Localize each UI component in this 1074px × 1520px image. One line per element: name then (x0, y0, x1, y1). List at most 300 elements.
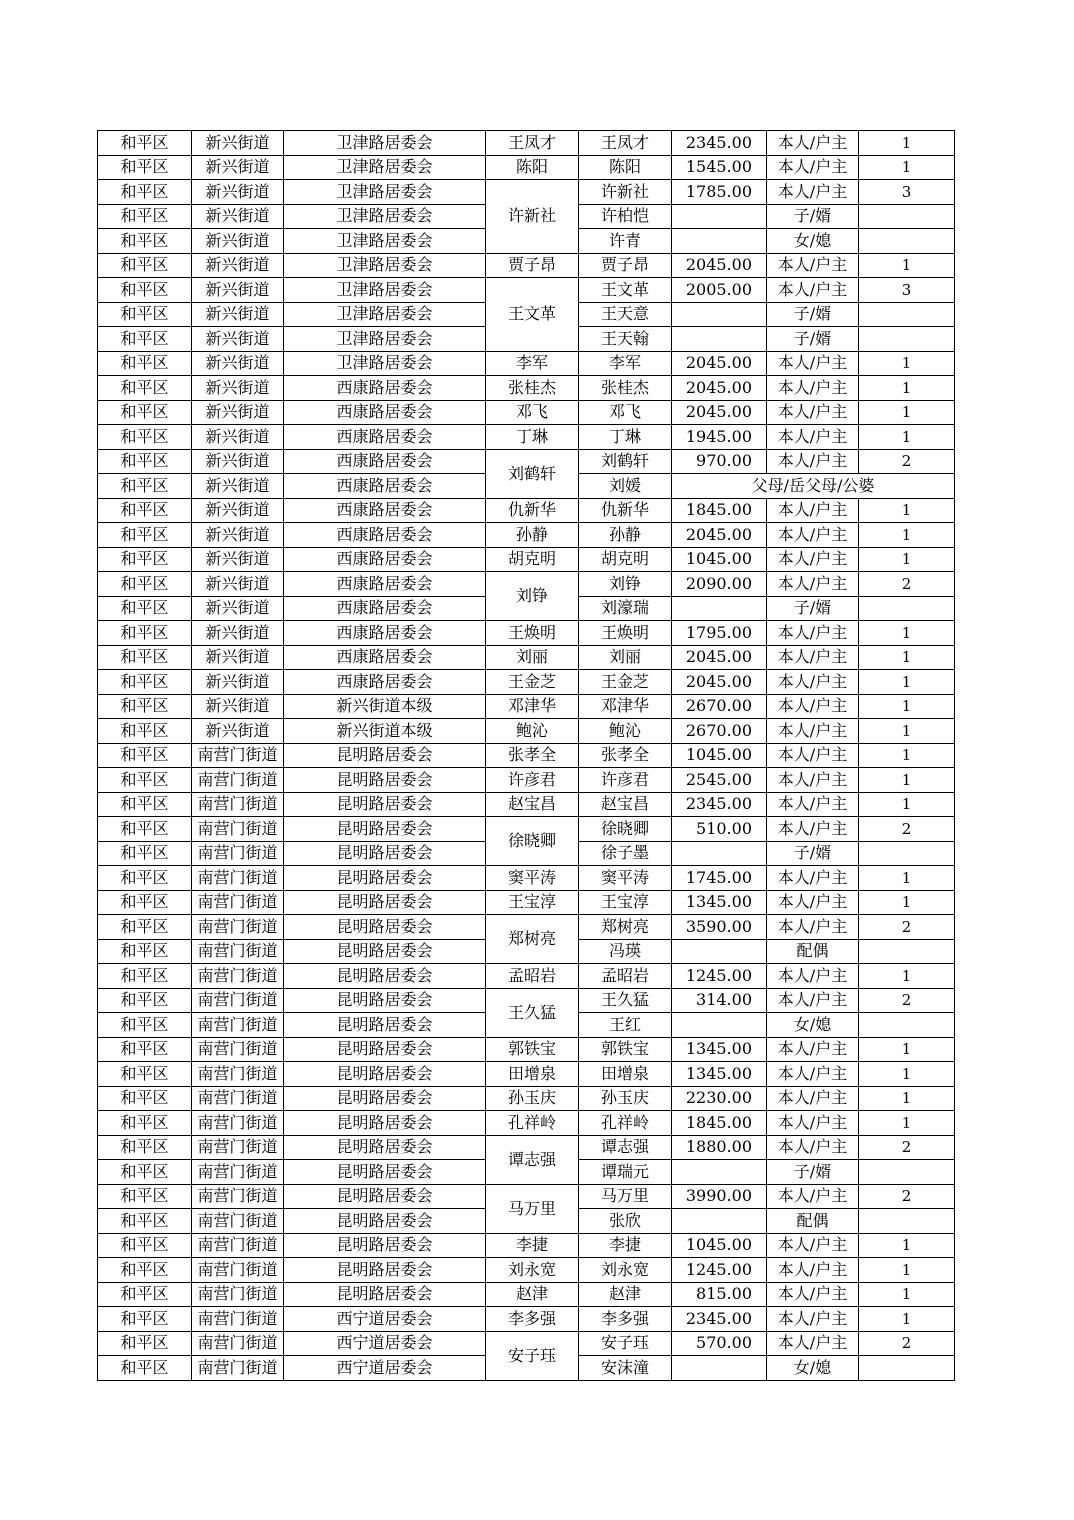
street-cell: 南营门街道 (192, 817, 284, 842)
committee-cell: 昆明路居委会 (284, 1135, 486, 1160)
household-head-cell: 赵宝昌 (486, 792, 579, 817)
relation-cell: 本人/户主 (767, 1307, 859, 1332)
committee-cell: 昆明路居委会 (284, 1209, 486, 1234)
household-size-cell: 2 (859, 817, 955, 842)
relation-cell: 本人/户主 (767, 376, 859, 401)
district-cell: 和平区 (98, 1062, 192, 1087)
member-name-cell: 刘鹤轩 (579, 449, 672, 474)
committee-cell: 昆明路居委会 (284, 988, 486, 1013)
member-name-cell: 鲍沁 (579, 719, 672, 744)
street-cell: 南营门街道 (192, 1307, 284, 1332)
household-size-cell (859, 1013, 955, 1038)
committee-cell: 新兴街道本级 (284, 694, 486, 719)
member-name-cell: 丁琳 (579, 425, 672, 450)
district-cell: 和平区 (98, 253, 192, 278)
amount-cell: 2670.00 (672, 719, 767, 744)
household-head-cell: 王宝淳 (486, 890, 579, 915)
table-row (98, 792, 955, 817)
relation-cell: 本人/户主 (767, 1037, 859, 1062)
district-cell: 和平区 (98, 1233, 192, 1258)
amount-cell: 2045.00 (672, 645, 767, 670)
table-row (98, 1331, 955, 1356)
district-cell: 和平区 (98, 939, 192, 964)
amount-cell: 2670.00 (672, 694, 767, 719)
committee-cell: 卫津路居委会 (284, 131, 486, 156)
amount-cell: 815.00 (672, 1282, 767, 1307)
relation-cell: 子/婿 (767, 302, 859, 327)
amount-cell (672, 1013, 767, 1038)
amount-cell: 2045.00 (672, 400, 767, 425)
household-head-cell: 李军 (486, 351, 579, 376)
table-row (98, 131, 955, 156)
household-head-cell: 郑树亮 (486, 915, 579, 964)
committee-cell: 昆明路居委会 (284, 743, 486, 768)
household-head-cell: 谭志强 (486, 1135, 579, 1184)
household-size-cell: 1 (859, 131, 955, 156)
street-cell: 新兴街道 (192, 596, 284, 621)
table-body (98, 131, 955, 1381)
relation-cell: 子/婿 (767, 841, 859, 866)
relation-cell: 父母/岳父母/公婆 (672, 474, 955, 499)
district-cell: 和平区 (98, 817, 192, 842)
district-cell: 和平区 (98, 1258, 192, 1283)
committee-cell: 西康路居委会 (284, 596, 486, 621)
household-size-cell: 1 (859, 719, 955, 744)
household-size-cell (859, 841, 955, 866)
street-cell: 南营门街道 (192, 1062, 284, 1087)
committee-cell: 昆明路居委会 (284, 1160, 486, 1185)
relation-cell: 本人/户主 (767, 670, 859, 695)
committee-cell: 西康路居委会 (284, 547, 486, 572)
relation-cell: 本人/户主 (767, 572, 859, 597)
member-name-cell: 窦平涛 (579, 866, 672, 891)
member-name-cell: 王宝淳 (579, 890, 672, 915)
household-head-cell: 许新社 (486, 180, 579, 254)
street-cell: 新兴街道 (192, 327, 284, 352)
relation-cell: 本人/户主 (767, 915, 859, 940)
district-cell: 和平区 (98, 645, 192, 670)
household-size-cell: 2 (859, 915, 955, 940)
household-size-cell: 1 (859, 400, 955, 425)
member-name-cell: 安子珏 (579, 1331, 672, 1356)
relation-cell: 本人/户主 (767, 964, 859, 989)
table-row (98, 180, 955, 205)
amount-cell: 1045.00 (672, 743, 767, 768)
committee-cell: 昆明路居委会 (284, 915, 486, 940)
household-size-cell: 1 (859, 768, 955, 793)
committee-cell: 昆明路居委会 (284, 1233, 486, 1258)
household-head-cell: 刘丽 (486, 645, 579, 670)
household-head-cell: 王金芝 (486, 670, 579, 695)
member-name-cell: 贾子昂 (579, 253, 672, 278)
member-name-cell: 陈阳 (579, 155, 672, 180)
street-cell: 新兴街道 (192, 131, 284, 156)
relation-cell: 配偶 (767, 939, 859, 964)
committee-cell: 昆明路居委会 (284, 792, 486, 817)
committee-cell: 西康路居委会 (284, 498, 486, 523)
member-name-cell: 孙静 (579, 523, 672, 548)
member-name-cell: 王焕明 (579, 621, 672, 646)
household-size-cell: 1 (859, 964, 955, 989)
amount-cell (672, 596, 767, 621)
district-cell: 和平区 (98, 400, 192, 425)
district-cell: 和平区 (98, 915, 192, 940)
household-head-cell: 徐晓卿 (486, 817, 579, 866)
member-name-cell: 刘铮 (579, 572, 672, 597)
district-cell: 和平区 (98, 278, 192, 303)
street-cell: 新兴街道 (192, 474, 284, 499)
street-cell: 新兴街道 (192, 694, 284, 719)
district-cell: 和平区 (98, 1331, 192, 1356)
member-name-cell: 赵津 (579, 1282, 672, 1307)
household-size-cell: 1 (859, 376, 955, 401)
street-cell: 南营门街道 (192, 890, 284, 915)
household-size-cell: 1 (859, 351, 955, 376)
table-row (98, 694, 955, 719)
household-size-cell: 1 (859, 792, 955, 817)
member-name-cell: 赵宝昌 (579, 792, 672, 817)
committee-cell: 昆明路居委会 (284, 768, 486, 793)
relation-cell: 本人/户主 (767, 1135, 859, 1160)
amount-cell: 1045.00 (672, 1233, 767, 1258)
amount-cell: 1745.00 (672, 866, 767, 891)
committee-cell: 卫津路居委会 (284, 155, 486, 180)
member-name-cell: 郭铁宝 (579, 1037, 672, 1062)
table-row (98, 915, 955, 940)
district-cell: 和平区 (98, 572, 192, 597)
committee-cell: 西康路居委会 (284, 449, 486, 474)
amount-cell (672, 841, 767, 866)
table-row (98, 964, 955, 989)
relation-cell: 子/婿 (767, 1160, 859, 1185)
table-row (98, 645, 955, 670)
member-name-cell: 马万里 (579, 1184, 672, 1209)
household-size-cell: 1 (859, 866, 955, 891)
street-cell: 新兴街道 (192, 670, 284, 695)
amount-cell (672, 229, 767, 254)
amount-cell: 2045.00 (672, 253, 767, 278)
table-row (98, 1111, 955, 1136)
member-name-cell: 刘媛 (579, 474, 672, 499)
household-size-cell: 2 (859, 1331, 955, 1356)
table-row (98, 1184, 955, 1209)
street-cell: 南营门街道 (192, 743, 284, 768)
household-head-cell: 安子珏 (486, 1331, 579, 1380)
district-cell: 和平区 (98, 964, 192, 989)
household-size-cell: 1 (859, 645, 955, 670)
table-row (98, 1135, 955, 1160)
district-cell: 和平区 (98, 1111, 192, 1136)
street-cell: 南营门街道 (192, 841, 284, 866)
district-cell: 和平区 (98, 670, 192, 695)
member-name-cell: 谭志强 (579, 1135, 672, 1160)
amount-cell (672, 302, 767, 327)
household-size-cell: 2 (859, 449, 955, 474)
street-cell: 南营门街道 (192, 1013, 284, 1038)
street-cell: 南营门街道 (192, 1233, 284, 1258)
relation-cell: 本人/户主 (767, 743, 859, 768)
household-head-cell: 刘铮 (486, 572, 579, 621)
member-name-cell: 张桂杰 (579, 376, 672, 401)
committee-cell: 西康路居委会 (284, 376, 486, 401)
relation-cell: 本人/户主 (767, 768, 859, 793)
relation-cell: 本人/户主 (767, 400, 859, 425)
household-head-cell: 孙玉庆 (486, 1086, 579, 1111)
amount-cell (672, 1160, 767, 1185)
district-cell: 和平区 (98, 498, 192, 523)
district-cell: 和平区 (98, 1307, 192, 1332)
table-row (98, 988, 955, 1013)
district-cell: 和平区 (98, 866, 192, 891)
member-name-cell: 王红 (579, 1013, 672, 1038)
amount-cell: 2345.00 (672, 1307, 767, 1332)
table-row (98, 547, 955, 572)
household-head-cell: 窦平涛 (486, 866, 579, 891)
street-cell: 南营门街道 (192, 1086, 284, 1111)
household-size-cell (859, 229, 955, 254)
household-size-cell (859, 204, 955, 229)
household-head-cell: 丁琳 (486, 425, 579, 450)
committee-cell: 昆明路居委会 (284, 1184, 486, 1209)
street-cell: 南营门街道 (192, 1184, 284, 1209)
relation-cell: 本人/户主 (767, 645, 859, 670)
street-cell: 南营门街道 (192, 792, 284, 817)
relation-cell: 女/媳 (767, 229, 859, 254)
table-row (98, 621, 955, 646)
relation-cell: 本人/户主 (767, 817, 859, 842)
relation-cell: 本人/户主 (767, 1111, 859, 1136)
amount-cell (672, 939, 767, 964)
street-cell: 南营门街道 (192, 988, 284, 1013)
committee-cell: 西宁道居委会 (284, 1307, 486, 1332)
relation-cell: 女/媳 (767, 1356, 859, 1381)
district-cell: 和平区 (98, 1013, 192, 1038)
relation-cell: 子/婿 (767, 596, 859, 621)
relation-cell: 本人/户主 (767, 1331, 859, 1356)
committee-cell: 昆明路居委会 (284, 1258, 486, 1283)
relation-cell: 本人/户主 (767, 1086, 859, 1111)
household-head-cell: 王焕明 (486, 621, 579, 646)
member-name-cell: 邓津华 (579, 694, 672, 719)
committee-cell: 卫津路居委会 (284, 229, 486, 254)
amount-cell: 1345.00 (672, 1037, 767, 1062)
household-size-cell: 1 (859, 1258, 955, 1283)
household-head-cell: 赵津 (486, 1282, 579, 1307)
district-cell: 和平区 (98, 131, 192, 156)
committee-cell: 昆明路居委会 (284, 866, 486, 891)
committee-cell: 昆明路居委会 (284, 1282, 486, 1307)
household-size-cell (859, 596, 955, 621)
amount-cell: 3990.00 (672, 1184, 767, 1209)
member-name-cell: 刘永宽 (579, 1258, 672, 1283)
household-size-cell: 1 (859, 425, 955, 450)
amount-cell (672, 1209, 767, 1234)
relation-cell: 本人/户主 (767, 523, 859, 548)
district-cell: 和平区 (98, 449, 192, 474)
district-cell: 和平区 (98, 1086, 192, 1111)
relation-cell: 本人/户主 (767, 131, 859, 156)
household-head-cell: 马万里 (486, 1184, 579, 1233)
street-cell: 南营门街道 (192, 1111, 284, 1136)
amount-cell: 1795.00 (672, 621, 767, 646)
relation-cell: 本人/户主 (767, 1233, 859, 1258)
table-row (98, 817, 955, 842)
member-name-cell: 孙玉庆 (579, 1086, 672, 1111)
amount-cell: 1345.00 (672, 1062, 767, 1087)
member-name-cell: 郑树亮 (579, 915, 672, 940)
table-row (98, 768, 955, 793)
amount-cell: 2045.00 (672, 523, 767, 548)
district-cell: 和平区 (98, 621, 192, 646)
relation-cell: 本人/户主 (767, 621, 859, 646)
household-size-cell: 1 (859, 670, 955, 695)
relation-cell: 本人/户主 (767, 988, 859, 1013)
household-head-cell: 贾子昂 (486, 253, 579, 278)
relation-cell: 本人/户主 (767, 351, 859, 376)
committee-cell: 昆明路居委会 (284, 1062, 486, 1087)
amount-cell: 1245.00 (672, 964, 767, 989)
table-row (98, 866, 955, 891)
household-size-cell: 1 (859, 1233, 955, 1258)
member-name-cell: 张孝全 (579, 743, 672, 768)
amount-cell: 2345.00 (672, 792, 767, 817)
amount-cell: 2545.00 (672, 768, 767, 793)
amount-cell: 3590.00 (672, 915, 767, 940)
district-cell: 和平区 (98, 596, 192, 621)
committee-cell: 西康路居委会 (284, 572, 486, 597)
household-size-cell: 1 (859, 1086, 955, 1111)
relation-cell: 本人/户主 (767, 425, 859, 450)
district-cell: 和平区 (98, 547, 192, 572)
committee-cell: 昆明路居委会 (284, 1013, 486, 1038)
member-name-cell: 李捷 (579, 1233, 672, 1258)
district-cell: 和平区 (98, 376, 192, 401)
table-row (98, 376, 955, 401)
street-cell: 南营门街道 (192, 939, 284, 964)
household-size-cell: 1 (859, 1307, 955, 1332)
committee-cell: 昆明路居委会 (284, 1086, 486, 1111)
relation-cell: 女/媳 (767, 1013, 859, 1038)
street-cell: 新兴街道 (192, 376, 284, 401)
member-name-cell: 王久猛 (579, 988, 672, 1013)
household-table (97, 130, 955, 1381)
street-cell: 新兴街道 (192, 155, 284, 180)
household-head-cell: 王文革 (486, 278, 579, 352)
household-size-cell: 1 (859, 498, 955, 523)
table-row (98, 155, 955, 180)
amount-cell: 1785.00 (672, 180, 767, 205)
relation-cell: 配偶 (767, 1209, 859, 1234)
household-size-cell (859, 1160, 955, 1185)
household-size-cell (859, 302, 955, 327)
street-cell: 新兴街道 (192, 425, 284, 450)
street-cell: 南营门街道 (192, 1160, 284, 1185)
household-size-cell: 2 (859, 988, 955, 1013)
amount-cell: 2230.00 (672, 1086, 767, 1111)
district-cell: 和平区 (98, 302, 192, 327)
district-cell: 和平区 (98, 180, 192, 205)
amount-cell (672, 204, 767, 229)
amount-cell: 2005.00 (672, 278, 767, 303)
committee-cell: 卫津路居委会 (284, 302, 486, 327)
member-name-cell: 刘丽 (579, 645, 672, 670)
member-name-cell: 许新社 (579, 180, 672, 205)
amount-cell: 970.00 (672, 449, 767, 474)
household-head-cell: 王凤才 (486, 131, 579, 156)
member-name-cell: 胡克明 (579, 547, 672, 572)
district-cell: 和平区 (98, 890, 192, 915)
committee-cell: 西康路居委会 (284, 670, 486, 695)
district-cell: 和平区 (98, 1160, 192, 1185)
household-size-cell: 2 (859, 1184, 955, 1209)
table-row (98, 523, 955, 548)
district-cell: 和平区 (98, 988, 192, 1013)
member-name-cell: 刘濠瑞 (579, 596, 672, 621)
district-cell: 和平区 (98, 719, 192, 744)
street-cell: 新兴街道 (192, 253, 284, 278)
amount-cell: 2045.00 (672, 351, 767, 376)
household-size-cell: 2 (859, 1135, 955, 1160)
household-size-cell (859, 939, 955, 964)
district-cell: 和平区 (98, 768, 192, 793)
member-name-cell: 李军 (579, 351, 672, 376)
street-cell: 新兴街道 (192, 180, 284, 205)
district-cell: 和平区 (98, 792, 192, 817)
committee-cell: 卫津路居委会 (284, 253, 486, 278)
table-row (98, 670, 955, 695)
household-head-cell: 刘永宽 (486, 1258, 579, 1283)
household-head-cell: 邓津华 (486, 694, 579, 719)
district-cell: 和平区 (98, 1209, 192, 1234)
table-row (98, 743, 955, 768)
household-size-cell: 1 (859, 694, 955, 719)
household-size-cell (859, 1356, 955, 1381)
household-head-cell: 孔祥岭 (486, 1111, 579, 1136)
member-name-cell: 许彦君 (579, 768, 672, 793)
household-head-cell: 鲍沁 (486, 719, 579, 744)
amount-cell: 1845.00 (672, 1111, 767, 1136)
household-head-cell: 孙静 (486, 523, 579, 548)
street-cell: 新兴街道 (192, 278, 284, 303)
table-row (98, 498, 955, 523)
street-cell: 新兴街道 (192, 523, 284, 548)
household-head-cell: 田增泉 (486, 1062, 579, 1087)
relation-cell: 本人/户主 (767, 449, 859, 474)
member-name-cell: 仇新华 (579, 498, 672, 523)
table-row (98, 351, 955, 376)
household-size-cell (859, 327, 955, 352)
household-head-cell: 张桂杰 (486, 376, 579, 401)
district-cell: 和平区 (98, 1356, 192, 1381)
table-row (98, 1282, 955, 1307)
relation-cell: 子/婿 (767, 204, 859, 229)
committee-cell: 昆明路居委会 (284, 1037, 486, 1062)
committee-cell: 昆明路居委会 (284, 890, 486, 915)
member-name-cell: 安沫潼 (579, 1356, 672, 1381)
committee-cell: 西宁道居委会 (284, 1331, 486, 1356)
amount-cell: 510.00 (672, 817, 767, 842)
district-cell: 和平区 (98, 841, 192, 866)
member-name-cell: 田增泉 (579, 1062, 672, 1087)
amount-cell: 2045.00 (672, 670, 767, 695)
district-cell: 和平区 (98, 229, 192, 254)
household-size-cell: 1 (859, 1282, 955, 1307)
table-row (98, 572, 955, 597)
amount-cell: 1845.00 (672, 498, 767, 523)
committee-cell: 昆明路居委会 (284, 939, 486, 964)
street-cell: 新兴街道 (192, 302, 284, 327)
member-name-cell: 徐晓卿 (579, 817, 672, 842)
